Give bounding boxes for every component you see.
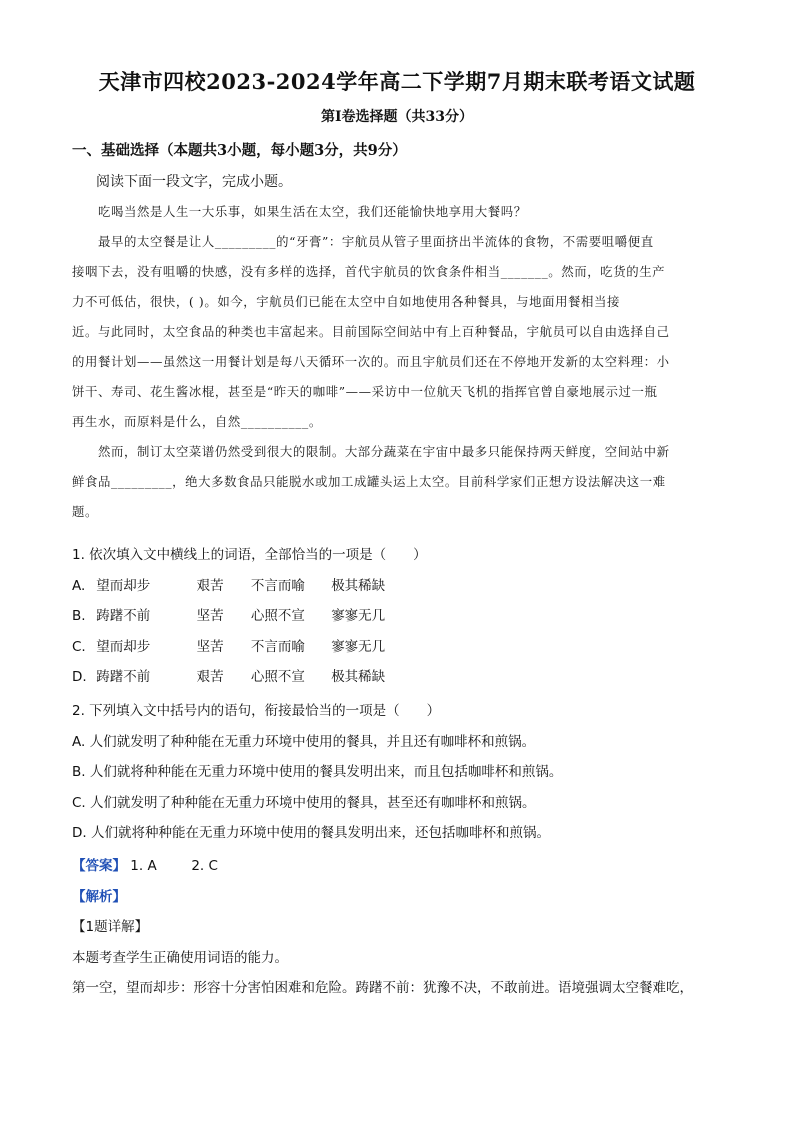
- question-2: [72, 696, 562, 849]
- option-letter: C.: [72, 638, 86, 655]
- option-word: 寥寥无几: [331, 608, 386, 624]
- option-word: 心照不宣: [250, 669, 305, 685]
- question-stem: 2. 下列填入文中括号内的语句，衔接最恰当的一项是（ ）: [72, 703, 441, 719]
- passage-line: 近。与此同时，太空食品的种类也丰富起来。目前国际空间站中有上百种餐品，宇航员可以自由选择自己: [72, 324, 670, 339]
- option-word: 坚苦: [196, 608, 224, 624]
- option-word: 踌躇不前: [96, 608, 151, 624]
- first-blank-explanation: 第一空，望而却步：形容十分害怕困难和危险。踌躇不前：犹豫不决，不敢前进。语境强调太空餐难吃，: [72, 980, 693, 996]
- detail-text: 本题考查学生正确使用词语的能力。: [72, 949, 288, 966]
- detail-heading: 【1题详解】: [72, 919, 149, 935]
- question-1: [72, 540, 427, 693]
- option-d[interactable]: [72, 662, 427, 693]
- passage-line: 最早的太空餐是让人_________的“牙膏”：宇航员从管子里面挤出半流体的食物，不需要咀嚼便直: [98, 234, 654, 249]
- option-word: 望而却步: [96, 577, 151, 594]
- option-word: 艰苦: [196, 669, 224, 685]
- option-c[interactable]: [72, 632, 427, 663]
- analysis-label: 【解析】: [72, 888, 126, 905]
- passage-line: 饼干、寿司、花生酱冰棍，甚至是“昨天的咖啡”——采访中一位航天飞机的指挥官曾自豪地展示过一瓶: [72, 384, 658, 399]
- option-word: 坚苦: [196, 638, 224, 655]
- option-c[interactable]: C. 人们就发明了种种能在无重力环境中使用的餐具，甚至还有咖啡杯和煎锅。: [72, 794, 536, 811]
- option-word: 不言而喻: [250, 577, 305, 594]
- passage-line: 再生水，而原料是什么，自然__________。: [72, 414, 322, 429]
- answer-1: 1. A: [130, 858, 157, 874]
- part-subtitle: 第Ⅰ卷选择题（共33分）: [320, 109, 474, 125]
- passage-line: 鲜食品_________，绝大多数食品只能脱水或加工成罐头运上太空。目前科学家们正想方设法解决这一难: [72, 474, 666, 489]
- exam-title: 天津市四校2023-2024学年高二下学期7月期末联考语文试题: [98, 69, 696, 94]
- answer-section: [72, 851, 693, 1004]
- reading-passage: [72, 197, 718, 527]
- option-word: 心照不宣: [250, 608, 305, 624]
- option-letter: A.: [72, 577, 86, 594]
- answer-label: 【答案】: [72, 858, 126, 874]
- passage-line: 然而，制订太空菜谱仍然受到很大的限制。大部分蔬菜在宇宙中最多只能保持两天鲜度，空间站中新: [98, 444, 670, 459]
- option-d[interactable]: D. 人们就将种种能在无重力环境中使用的餐具发明出来，还包括咖啡杯和煎锅。: [72, 825, 550, 841]
- answer-2: 2. C: [191, 858, 218, 874]
- passage-line: 的用餐计划——虽然这一用餐计划是每八天循环一次的。而且宇航员们还在不停地开发新的太空料理：小: [72, 354, 670, 369]
- question-stem: 1. 依次填入文中横线上的词语，全部恰当的一项是（ ）: [72, 547, 427, 563]
- option-b[interactable]: B. 人们就将种种能在无重力环境中使用的餐具发明出来，而且包括咖啡杯和煎锅。: [72, 764, 563, 780]
- section-heading: 一、基础选择（本题共3小题，每小题3分，共9分）: [72, 142, 407, 159]
- passage-line: 力不可低估，很快，( )。如今，宇航员们已能在太空中自如地使用各种餐具，与地面用餐相当接: [72, 294, 621, 309]
- passage-line: 题。: [72, 504, 98, 519]
- option-word: 极其稀缺: [331, 577, 386, 594]
- option-a[interactable]: A. 人们就发明了种种能在无重力环境中使用的餐具，并且还有咖啡杯和煎锅。: [72, 733, 536, 750]
- option-b[interactable]: [72, 601, 427, 632]
- passage-line: 吃喝当然是人生一大乐事，如果生活在太空，我们还能愉快地享用大餐吗？: [98, 204, 527, 219]
- option-word: 望而却步: [96, 638, 151, 655]
- reading-instruction: 阅读下面一段文字，完成小题。: [96, 174, 292, 190]
- option-word: 不言而喻: [250, 638, 305, 655]
- passage-line: 接咽下去，没有咀嚼的快感，没有多样的选择，首代宇航员的饮食条件相当_______。然而，吃货的生产: [72, 264, 666, 279]
- option-letter: B.: [72, 608, 86, 624]
- analysis-line: [72, 882, 693, 913]
- option-letter: D.: [72, 669, 87, 685]
- option-word: 艰苦: [196, 577, 224, 594]
- option-word: 极其稀缺: [331, 669, 386, 685]
- option-word: 踌躇不前: [96, 669, 151, 685]
- option-a[interactable]: [72, 571, 427, 602]
- answer-line: [72, 851, 693, 882]
- option-word: 寥寥无几: [331, 638, 386, 655]
